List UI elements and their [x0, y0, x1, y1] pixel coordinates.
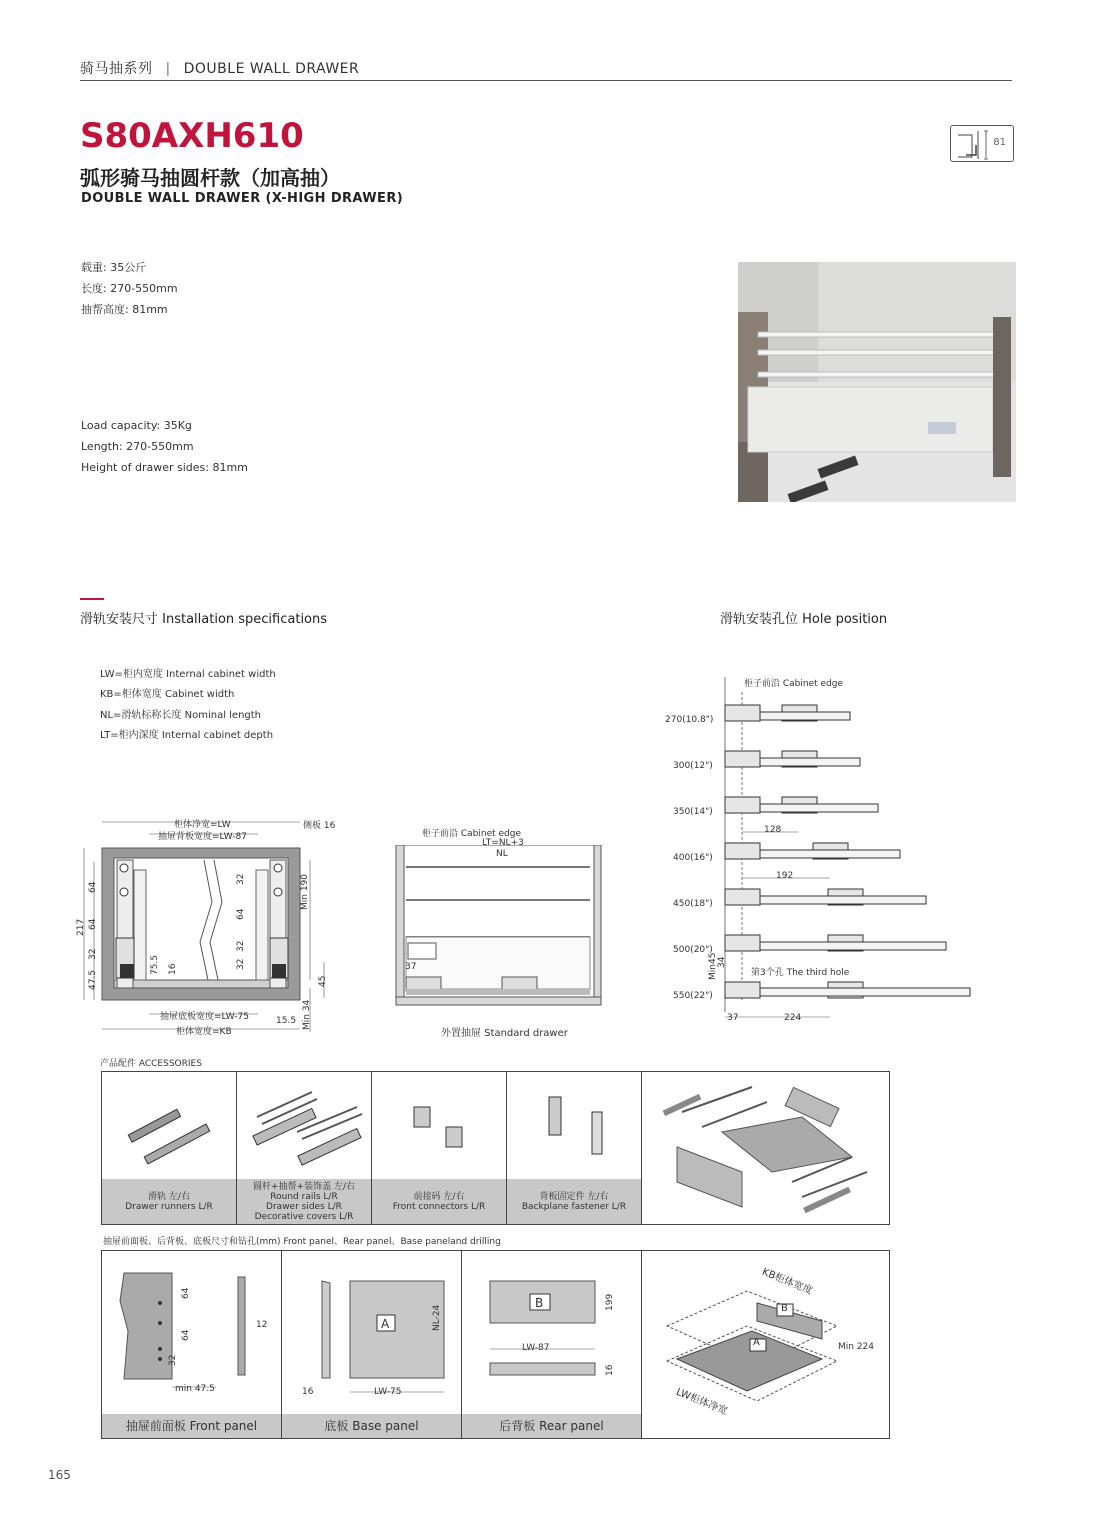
- front-12: 12: [256, 1320, 268, 1330]
- front-panel-cell: [102, 1251, 282, 1438]
- hole-size-450: 450(18"): [673, 899, 713, 909]
- hole-min45: Min45: [708, 952, 718, 980]
- accessory-runners: [102, 1072, 237, 1224]
- dim-64c: 64: [236, 908, 246, 920]
- accessory-exploded-view: [642, 1072, 890, 1224]
- dim-min34: Min 34: [302, 999, 312, 1030]
- side-nl: NL: [496, 849, 508, 859]
- dim-64a: 64: [88, 881, 98, 893]
- dim-32d: 32: [236, 958, 246, 970]
- base-lw: LW-75: [374, 1387, 402, 1397]
- hole-size-500: 500(20"): [673, 945, 713, 955]
- rear-panel-drawing: [462, 1251, 642, 1416]
- hole-title: 滑轨安装孔位 Hole position: [720, 612, 888, 627]
- dim-32b: 32: [236, 873, 246, 885]
- accessory-caption: [372, 1179, 506, 1224]
- drawer-photo-illustration: [738, 262, 1016, 502]
- accessory-rails-sides: [237, 1072, 372, 1224]
- iso-kb: KB柜体宽度: [760, 1266, 815, 1297]
- panels-table: [101, 1250, 890, 1439]
- hole-size-270: 270(10.8"): [665, 715, 714, 725]
- header-rule: [80, 80, 1012, 81]
- spec-height-cn: 抽帮高度: 81mm: [81, 303, 168, 316]
- dim-back-width: 抽屉背板宽度=LW-87: [158, 832, 247, 842]
- product-name-en: DOUBLE WALL DRAWER (X-HIGH DRAWER): [81, 191, 404, 206]
- spec-height-en: Height of drawer sides: 81mm: [81, 461, 248, 474]
- fastener-en: Backplane fastener L/R: [521, 1201, 627, 1212]
- side-install-drawing: [394, 845, 606, 1010]
- accessories-table: [101, 1071, 890, 1225]
- panels-title: 抽屉前面板、后背板、底板尺寸和钻孔(mm) Front panel、Rear panel、Base paneland drilling: [103, 1237, 501, 1247]
- spec-load-en: Load capacity: 35Kg: [81, 419, 192, 432]
- front-connectors-icon: [372, 1072, 507, 1177]
- front-32: 32: [168, 1354, 178, 1366]
- spec-length-en: Length: 270-550mm: [81, 440, 194, 453]
- runners-cn: 滑轨 左/右: [148, 1191, 190, 1202]
- product-photo: [738, 262, 1016, 502]
- covers-en: Decorative covers L/R: [254, 1211, 354, 1222]
- spec-load-cn: 载重: 35公斤: [81, 261, 147, 274]
- runners-icon: [102, 1072, 237, 1177]
- specs-en: [81, 415, 248, 478]
- series-en: DOUBLE WALL DRAWER: [183, 61, 360, 77]
- rear-panel-cell: [462, 1251, 642, 1438]
- dim-32a: 32: [88, 948, 98, 960]
- legend-lw: LW=柜内宽度 Internal cabinet width: [100, 669, 276, 680]
- iso-lw: LW柜体净宽: [674, 1386, 730, 1418]
- dim-kb: 柜体宽度=KB: [176, 1027, 232, 1037]
- front-64a: 64: [181, 1287, 191, 1299]
- height-badge: [950, 125, 1014, 162]
- iso-min: Min 224: [838, 1342, 875, 1352]
- dim-15-5: 15.5: [276, 1016, 297, 1026]
- dim-217: 217: [76, 918, 86, 936]
- rear-199: 199: [605, 1293, 615, 1311]
- base-letter: A: [381, 1317, 390, 1331]
- dim-47-5: 47.5: [88, 969, 98, 990]
- fastener-cn: 背板固定件 左/右: [539, 1191, 609, 1202]
- hole-192: 192: [776, 871, 794, 881]
- install-title: 滑轨安装尺寸 Installation specifications: [80, 612, 328, 627]
- hole-size-350: 350(14"): [673, 807, 713, 817]
- dim-side-panel: 侧板 16: [303, 821, 336, 831]
- dim-75-5: 75.5: [150, 954, 160, 975]
- rails-en: Round rails L/R: [270, 1191, 338, 1202]
- sides-en: Drawer sides L/R: [266, 1201, 342, 1212]
- legend-lt: LT=柜内深度 Internal cabinet depth: [100, 730, 274, 741]
- base-16: 16: [302, 1387, 314, 1397]
- exploded-drawer-icon: [642, 1072, 890, 1224]
- third-hole-label: 第3个孔 The third hole: [751, 968, 850, 978]
- hole-224: 224: [784, 1013, 802, 1023]
- accessory-caption: [507, 1179, 641, 1224]
- base-panel-cell: [282, 1251, 462, 1438]
- iso-b: B: [781, 1303, 788, 1314]
- side-caption: 外置抽屉 Standard drawer: [441, 1028, 568, 1039]
- legend-kb: KB=柜体宽度 Cabinet width: [100, 689, 235, 700]
- dim-64b: 64: [88, 918, 98, 930]
- header-separator: |: [165, 61, 171, 77]
- product-name-cn: 弧形骑马抽圆杆款（加高抽）: [80, 166, 340, 190]
- accessories-title: 产品配件 ACCESSORIES: [100, 1059, 202, 1069]
- side-cabinet-edge: 柜子前沿 Cabinet edge: [422, 829, 522, 839]
- rear-lw: LW-87: [522, 1343, 550, 1353]
- front-min: min 47.5: [175, 1384, 215, 1394]
- accessory-caption: [237, 1179, 371, 1224]
- base-panel-caption: 底板 Base panel: [282, 1414, 461, 1438]
- hole-34: 34: [717, 956, 727, 968]
- series-cn: 骑马抽系列: [80, 61, 153, 77]
- hole-128: 128: [764, 825, 782, 835]
- side-37: 37: [405, 962, 417, 972]
- section-marker: [80, 598, 104, 600]
- accessory-backplane-fastener: [507, 1072, 642, 1224]
- rear-16: 16: [605, 1364, 615, 1376]
- spec-length-cn: 长度: 270-550mm: [81, 282, 178, 295]
- iso-view-cell: [642, 1251, 891, 1438]
- badge-value: 81: [993, 137, 1006, 148]
- accessory-caption: [102, 1179, 236, 1224]
- dim-16: 16: [168, 963, 178, 975]
- rear-panel-caption: 后背板 Rear panel: [462, 1414, 641, 1438]
- specs-cn: [81, 257, 178, 320]
- dim-45: 45: [318, 975, 328, 987]
- dim-min190: Min 190: [300, 873, 310, 910]
- connectors-cn: 前接码 左/右: [413, 1191, 465, 1202]
- page-header: [80, 58, 359, 78]
- hole-size-550: 550(22"): [673, 991, 713, 1001]
- runners-en: Drawer runners L/R: [125, 1201, 213, 1212]
- hole-cabinet-edge: 柜子前沿 Cabinet edge: [744, 679, 844, 689]
- dim-lw: 柜体净宽=LW: [174, 820, 231, 830]
- accessory-front-connectors: [372, 1072, 507, 1224]
- rear-letter: B: [535, 1296, 544, 1310]
- rails-sides-icon: [237, 1072, 372, 1177]
- hole-size-400: 400(16"): [673, 853, 713, 863]
- legend-nl: NL=滑轨标称长度 Nominal length: [100, 710, 262, 721]
- front-64b: 64: [181, 1329, 191, 1341]
- dim-base-width: 抽屉底板宽度=LW-75: [160, 1012, 249, 1022]
- model-number: S80AXH610: [80, 116, 304, 156]
- base-nl: NL-24: [432, 1304, 442, 1331]
- hole-size-300: 300(12"): [673, 761, 713, 771]
- rails-cn: 圆杆+抽帮+装饰盖 左/右: [253, 1181, 355, 1192]
- connectors-en: Front connectors L/R: [392, 1201, 486, 1212]
- backplane-fastener-icon: [507, 1072, 642, 1177]
- iso-a: A: [753, 1337, 760, 1348]
- drawer-profile-icon: [954, 127, 994, 162]
- page-number: 165: [48, 1468, 71, 1482]
- dim-32c: 32: [236, 940, 246, 952]
- front-panel-caption: 抽屉前面板 Front panel: [102, 1414, 281, 1438]
- side-lt: LT=NL+3: [482, 838, 524, 848]
- hole-37: 37: [727, 1013, 739, 1023]
